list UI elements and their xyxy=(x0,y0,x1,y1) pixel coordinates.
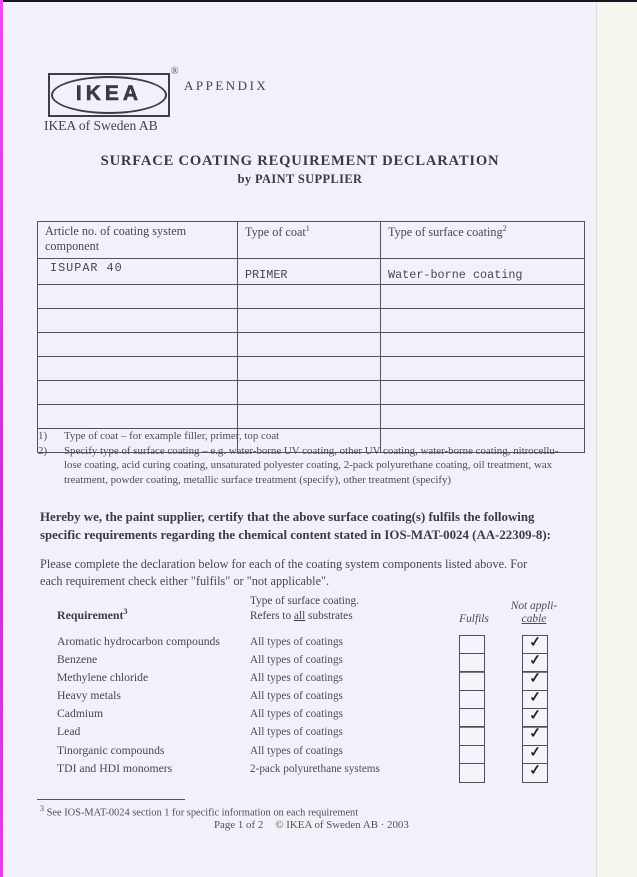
fulfils-checkbox xyxy=(459,690,485,710)
requirement-name: Aromatic hydrocarbon compounds xyxy=(57,635,220,648)
requirement-row xyxy=(57,633,457,651)
not-applicable-checkbox-checked xyxy=(522,745,548,765)
empty-cell xyxy=(238,381,381,405)
fulfils-checkbox xyxy=(459,708,485,728)
requirements-list xyxy=(57,633,457,778)
empty-cell xyxy=(381,309,585,333)
requirement-scope: All types of coatings xyxy=(250,708,343,721)
header-article-line1: Article no. of coating system xyxy=(45,224,187,238)
not-applicable-header-line2: cable xyxy=(521,613,547,626)
cell-surface-coating: Water-borne coating xyxy=(381,259,585,285)
checkmark-icon: ✓ xyxy=(528,670,542,688)
footer-footnote xyxy=(40,804,358,818)
empty-cell xyxy=(381,405,585,429)
coating-system-table xyxy=(37,221,585,453)
footnote-2-line3: treatment, powder coating, metallic surface treatment (specify), other treatment (specify) xyxy=(64,473,452,486)
fulfils-checkbox xyxy=(459,763,485,783)
fulfils-column-header: Fulfils xyxy=(459,613,489,625)
instruction-line1: Please complete the declaration below for each of the coating system components listed above. For xyxy=(40,557,528,571)
registered-trademark-symbol: ® xyxy=(171,66,179,77)
header-type-of-coat-label: Type of coat xyxy=(245,225,306,240)
requirement-name: Methylene chloride xyxy=(57,671,149,685)
table-footnotes xyxy=(38,429,604,487)
requirement-scope: All types of coatings xyxy=(250,636,343,648)
fulfils-checkbox-column xyxy=(459,636,483,783)
fulfils-checkbox xyxy=(459,635,485,655)
not-applicable-checkbox-checked xyxy=(522,690,548,710)
scan-left-edge xyxy=(0,0,3,877)
header-article-line2: component xyxy=(45,239,100,254)
requirement-row xyxy=(57,760,457,778)
cell-article-no: ISUPAR 40 xyxy=(38,259,238,285)
requirement-name: Benzene xyxy=(57,653,98,667)
empty-cell xyxy=(38,405,238,429)
requirement-scope: All types of coatings xyxy=(250,726,343,739)
requirement-name: Heavy metals xyxy=(57,689,121,703)
footer-page-line xyxy=(214,819,409,831)
requirements-column-header xyxy=(57,607,128,623)
footer-footnote-marker: 3 xyxy=(40,804,44,813)
checkmark-icon: ✓ xyxy=(528,633,542,651)
certification-line1: Hereby we, the paint supplier, certify that the above surface coating(s) fulfils the following xyxy=(40,510,535,524)
footnote-2-line2: lose coating, acid curing coating, unsaturated polyester coating, 2-pack polyurethane coating, oil treatment, wax xyxy=(64,459,553,472)
instruction-paragraph xyxy=(40,556,600,590)
footnote-1-marker: 1) xyxy=(38,430,48,442)
empty-cell xyxy=(381,333,585,357)
footer-divider xyxy=(37,799,185,800)
requirement-scope: 2-pack polyurethane systems xyxy=(250,762,380,775)
refers-to-text: Refers to xyxy=(250,609,294,622)
empty-cell xyxy=(238,357,381,381)
checkmark-icon: ✓ xyxy=(528,743,542,761)
copyright-notice: © IKEA of Sweden AB · 2003 xyxy=(275,819,409,831)
requirement-row xyxy=(57,651,457,669)
footnote-2-marker: 2) xyxy=(38,444,48,457)
footnote-2 xyxy=(38,444,604,488)
document-title: SURFACE COATING REQUIREMENT DECLARATION xyxy=(100,153,500,169)
empty-cell xyxy=(38,309,238,333)
checkmark-icon: ✓ xyxy=(528,652,542,670)
surface-coating-column-header xyxy=(250,594,359,624)
footnote-2-text xyxy=(64,444,559,488)
empty-cell xyxy=(38,333,238,357)
instruction-line2: each requirement check either "fulfils" or "not applicable". xyxy=(40,574,330,589)
footnote-1 xyxy=(38,429,604,444)
not-applicable-checkbox-checked xyxy=(522,671,548,691)
requirement-row xyxy=(57,669,457,687)
requirement-name: TDI and HDI monomers xyxy=(57,761,173,775)
empty-cell xyxy=(381,381,585,405)
requirement-row xyxy=(57,742,457,760)
header-article-no xyxy=(38,222,238,259)
fulfils-checkbox xyxy=(459,726,485,746)
certification-statement xyxy=(40,508,600,545)
footnote-ref-1: 1 xyxy=(305,224,310,233)
footnote-2-line1: Specify type of surface coating – e.g. water-borne UV coating, other UV coating, water-borne coating, nitrocellu- xyxy=(64,444,559,457)
cell-type-of-coat: PRIMER xyxy=(238,259,381,285)
document-subtitle: by PAINT SUPPLIER xyxy=(237,172,363,186)
empty-cell xyxy=(38,381,238,405)
requirement-scope: All types of coatings xyxy=(250,744,343,757)
page-number: Page 1 of 2 xyxy=(214,819,264,831)
header-type-of-coat xyxy=(238,222,381,259)
requirement-scope: All types of coatings xyxy=(250,672,343,685)
appendix-label: APPENDIX xyxy=(184,78,269,93)
fulfils-checkbox xyxy=(459,671,485,691)
empty-cell xyxy=(38,357,238,381)
table-row xyxy=(38,259,585,285)
empty-cell xyxy=(381,357,585,381)
table-header-row xyxy=(38,222,585,259)
checkmark-icon: ✓ xyxy=(528,707,542,724)
fulfils-checkbox xyxy=(459,745,485,765)
requirement-scope: All types of coatings xyxy=(250,690,343,703)
not-applicable-checkbox-checked xyxy=(522,726,548,746)
footnote-1-text: Type of coat – for example filler, primer, top coat xyxy=(64,430,280,442)
not-applicable-checkbox-column xyxy=(522,633,546,783)
requirement-row xyxy=(57,723,457,741)
substrates-text: substrates xyxy=(305,609,353,622)
table-row-empty xyxy=(38,381,585,405)
empty-cell xyxy=(238,309,381,333)
requirement-scope: All types of coatings xyxy=(250,654,343,667)
requirement-row xyxy=(57,687,457,705)
table-row-empty xyxy=(38,357,585,381)
requirement-row xyxy=(57,705,457,723)
empty-cell xyxy=(381,285,585,309)
table-row-empty xyxy=(38,333,585,357)
surface-coating-header-line1: Type of surface coating. xyxy=(250,595,359,607)
requirement-name: Lead xyxy=(57,725,81,739)
surface-coating-header-line2 xyxy=(250,609,359,624)
ikea-logo-text: IKEA xyxy=(75,82,143,105)
requirement-name: Tinorganic compounds xyxy=(57,743,165,757)
empty-cell xyxy=(38,285,238,309)
not-applicable-column-header xyxy=(498,600,570,626)
scan-top-edge xyxy=(0,0,637,2)
title-block xyxy=(0,153,600,187)
header-type-of-surface-coating-label: Type of surface coating xyxy=(388,225,503,240)
checkmark-icon: ✓ xyxy=(528,725,542,743)
checkmark-icon: ✓ xyxy=(528,762,542,779)
not-applicable-header-line1: Not appli- xyxy=(510,600,558,612)
ikea-logo xyxy=(48,73,170,117)
requirement-name: Cadmium xyxy=(57,707,104,721)
empty-cell xyxy=(238,333,381,357)
not-applicable-checkbox-checked xyxy=(522,635,548,655)
company-name: IKEA of Sweden AB xyxy=(44,118,158,133)
table-row-empty xyxy=(38,309,585,333)
certification-line2: specific requirements regarding the chemical content stated in IOS-MAT-0024 (AA-22309-8): xyxy=(40,528,551,543)
table-row-empty xyxy=(38,285,585,309)
all-underlined-text: all xyxy=(293,609,306,622)
header-type-of-surface-coating xyxy=(381,222,585,259)
requirement-header-label: Requirement xyxy=(57,607,124,622)
fulfils-checkbox xyxy=(459,653,485,673)
empty-cell xyxy=(238,405,381,429)
empty-cell xyxy=(238,285,381,309)
checkmark-icon: ✓ xyxy=(528,688,542,706)
table-row-empty xyxy=(38,405,585,429)
footer-footnote-text: See IOS-MAT-0024 section 1 for specific information on each requirement xyxy=(46,807,359,819)
footnote-ref-2: 2 xyxy=(502,224,507,233)
footnote-ref-3: 3 xyxy=(123,607,128,616)
not-applicable-checkbox-checked xyxy=(522,763,548,783)
